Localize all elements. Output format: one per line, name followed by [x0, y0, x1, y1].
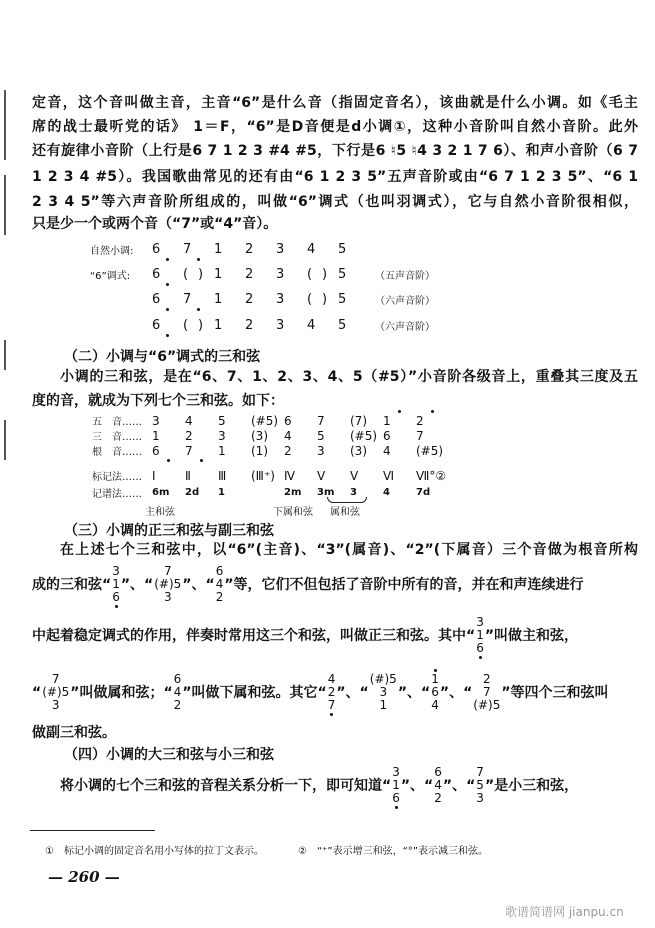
- text-line: [32, 673, 609, 712]
- text-line: 席的战士最听党的话》 1＝F，“6”是D音便是d小调①，这种小音阶叫自然小音阶。此外: [32, 119, 638, 135]
- text: (1): [251, 443, 268, 458]
- text: 1: [214, 291, 223, 307]
- text: 2: [245, 317, 254, 333]
- text: (#)5: [42, 685, 70, 699]
- text: 3: [476, 615, 484, 629]
- text: Ⅴ: [350, 468, 359, 483]
- text-row: [92, 485, 449, 500]
- scan-edge: [4, 340, 6, 370]
- text: 6: [152, 318, 183, 333]
- scale-row: [90, 290, 435, 308]
- chord-stack: [434, 766, 442, 805]
- text: (#5): [251, 413, 279, 428]
- text: ): [198, 266, 204, 282]
- text: 5: [476, 778, 484, 792]
- text: 6: [152, 267, 183, 282]
- text: 记谱法……: [92, 489, 142, 500]
- text-row: [92, 413, 449, 428]
- chord-stack: [174, 673, 182, 712]
- text: ): [322, 291, 328, 307]
- text: Ⅲ: [218, 468, 227, 483]
- text: 6: [152, 444, 185, 458]
- scan-edge: [4, 90, 6, 160]
- text: 中起着稳定调式的作用，伴奏时常用这三个和弦，叫做正三和弦。其中“: [32, 627, 476, 644]
- text: Ⅵ: [383, 468, 395, 483]
- text: ”叫做下属和弦。其它“: [182, 684, 327, 701]
- text: (3): [350, 443, 367, 458]
- chord-stack: [42, 673, 69, 712]
- text: 1: [218, 487, 225, 498]
- chord-stack: [392, 766, 400, 805]
- text: 6: [434, 765, 442, 779]
- text: (#)5: [154, 577, 182, 591]
- text-line: 在上述七个三和弦中，以“6”(主音)、“3”(属音)、“2”(下属音）三个音做为根音所构: [60, 542, 638, 558]
- text: 3: [276, 266, 285, 282]
- text: 3: [51, 698, 60, 712]
- scan-edge: [4, 175, 6, 235]
- text: 1: [431, 672, 439, 686]
- text: （六声音阶）: [375, 295, 435, 307]
- text: 7: [327, 698, 336, 712]
- text: 5: [338, 317, 347, 333]
- text-line: 定音，这个音叫做主音，主音“6”是什么音（指固定音名），该曲就是什么小调。如《毛主: [32, 95, 638, 111]
- text: 4: [327, 672, 336, 686]
- text: ): [322, 266, 328, 282]
- text: 6: [476, 641, 484, 655]
- text: 2: [284, 443, 292, 458]
- section-heading-3: （三）小调的正三和弦与副三和弦: [64, 523, 274, 539]
- text: 5: [338, 266, 347, 282]
- text: 7: [183, 242, 214, 257]
- text: (: [307, 266, 313, 282]
- text: 7: [185, 444, 218, 458]
- text: 4: [307, 241, 316, 257]
- text: 7: [482, 685, 491, 699]
- text: 三 音……: [92, 432, 142, 443]
- scale-row: [90, 316, 435, 334]
- text: 1: [214, 241, 223, 257]
- text: 属和弦: [330, 507, 360, 518]
- text: 1: [476, 628, 484, 642]
- text: 6: [392, 791, 400, 805]
- text: 4: [173, 685, 182, 699]
- text: 6: [383, 428, 391, 443]
- text: “6”调式:: [90, 270, 131, 282]
- text: 3: [276, 241, 285, 257]
- text: ”、“: [400, 777, 434, 794]
- text: 6: [152, 292, 183, 307]
- text-row: [92, 443, 449, 458]
- text: (7): [350, 413, 367, 428]
- text: 7: [183, 292, 214, 307]
- text-line: 还有旋律小音阶（上行是6 7 1 2 3 #4 #5，下行是6 ♮5 ♮4 3 2 1 7 6）、和声小音阶（6 7: [32, 143, 638, 159]
- scale-row: [90, 240, 369, 258]
- text: 3: [317, 443, 325, 458]
- chord-stack: [112, 565, 120, 604]
- text: 3: [276, 291, 285, 307]
- text: 3: [152, 413, 160, 428]
- chord-stack: [473, 673, 500, 712]
- chord-stack: [370, 673, 397, 712]
- text: 6: [112, 590, 120, 604]
- text: 下属和弦: [273, 507, 313, 518]
- text: (#5): [350, 428, 378, 443]
- text-row: [92, 468, 449, 483]
- text: 1: [214, 317, 223, 333]
- text: Ⅶ°②: [416, 468, 447, 483]
- text: 2m: [284, 487, 302, 498]
- text: 2: [416, 414, 449, 428]
- text: 5: [338, 291, 347, 307]
- text: 1: [112, 577, 120, 591]
- text: 成的三和弦“: [32, 576, 112, 593]
- text-line: [60, 766, 578, 805]
- text: 2: [185, 428, 193, 443]
- text: 7: [476, 765, 484, 779]
- text: 7: [163, 564, 172, 578]
- text: 5: [338, 241, 347, 257]
- text: 7: [416, 428, 424, 443]
- text: (3): [251, 428, 268, 443]
- text: 6: [173, 672, 182, 686]
- chord-stack: [476, 616, 484, 655]
- text: 1: [152, 428, 160, 443]
- text: 3: [163, 590, 172, 604]
- text: 4: [307, 317, 316, 333]
- text: ”叫做主和弦，: [484, 627, 579, 644]
- text: 4: [383, 443, 391, 458]
- text: 3: [218, 428, 226, 443]
- chord-stack: [431, 673, 439, 712]
- text: 6m: [152, 487, 170, 498]
- text: 1: [214, 266, 223, 282]
- text: 6: [152, 242, 183, 257]
- text: 7: [317, 413, 325, 428]
- text: ”、“: [182, 576, 215, 593]
- text: (#5): [416, 443, 444, 458]
- text: 3m: [317, 487, 335, 498]
- text: Ⅴ: [317, 468, 326, 483]
- text: 3: [379, 685, 388, 699]
- text: 2: [245, 266, 254, 282]
- text: 3: [392, 765, 400, 779]
- text-line: 小调的三和弦，是在“6、7、1、2、3、4、5（#5）”小音阶各级音上，重叠其三度及五: [60, 369, 638, 385]
- text: 2: [245, 241, 254, 257]
- text: ”等四个三和弦叫: [501, 684, 609, 701]
- text: (: [307, 291, 313, 307]
- text-line: 做副三和弦。: [32, 725, 116, 741]
- text: (: [183, 266, 189, 282]
- page-number: — 260 —: [48, 868, 120, 886]
- text: ”、“: [442, 777, 476, 794]
- text: ”、“: [120, 576, 154, 593]
- text: 3: [276, 317, 285, 333]
- text-line: [32, 565, 584, 604]
- text: 1: [383, 414, 416, 428]
- text: Ⅰ: [152, 468, 156, 483]
- text: 4: [383, 487, 390, 498]
- text: 主和弦: [145, 507, 175, 518]
- text: “: [32, 684, 42, 701]
- chord-stack: [328, 673, 336, 712]
- text: ”、“: [439, 684, 473, 701]
- text: ”是小三和弦，: [484, 777, 579, 794]
- scale-row: [90, 265, 435, 283]
- text-line: 只是少一个或两个音（“7”或“4”音）。: [32, 216, 278, 232]
- text-line: 度的音，就成为下列七个三和弦。如下：: [32, 393, 284, 409]
- text: 自然小调:: [90, 245, 134, 257]
- text: 7: [51, 672, 60, 686]
- chord-stack: [476, 766, 484, 805]
- text: 6: [431, 685, 439, 699]
- text: 4: [215, 577, 224, 591]
- text: 4: [185, 413, 193, 428]
- text: 4: [284, 428, 292, 443]
- text: 2: [482, 672, 491, 686]
- text: 3: [350, 487, 357, 498]
- text: ”叫做属和弦；“: [70, 684, 173, 701]
- text: 2: [434, 791, 442, 805]
- text: 3: [112, 564, 120, 578]
- text: (: [183, 317, 189, 333]
- text: 2: [327, 685, 336, 699]
- text: 6: [284, 413, 292, 428]
- text: 4: [431, 698, 439, 712]
- text: （六声音阶）: [375, 321, 435, 333]
- text: 2: [215, 590, 224, 604]
- text: (#)5: [473, 698, 501, 712]
- text: (#)5: [369, 672, 397, 686]
- text: 6: [215, 564, 224, 578]
- text: 5: [218, 413, 226, 428]
- text: 3: [476, 791, 484, 805]
- text: 2: [173, 698, 182, 712]
- text: 5: [317, 428, 325, 443]
- text: ”等，它们不但包括了音阶中所有的音，并在和声连续进行: [224, 576, 584, 593]
- chord-stack: [216, 565, 224, 604]
- text: 将小调的七个三和弦的音程关系分析一下，即可知道“: [60, 777, 392, 794]
- footnote-1: ① 标记小调的固定音名用小写体的拉丁文表示。: [45, 846, 264, 857]
- text: 五 音……: [92, 417, 142, 428]
- section-heading-4: （四）小调的大三和弦与小三和弦: [64, 747, 274, 763]
- text: ”、“: [397, 684, 431, 701]
- section-heading-2: （二）小调与“6”调式的三和弦: [64, 349, 261, 365]
- text: 1: [392, 778, 400, 792]
- text: ”、“: [336, 684, 369, 701]
- text: 4: [434, 778, 442, 792]
- text: Ⅳ: [284, 468, 296, 483]
- text: 根 音……: [92, 447, 142, 458]
- footnote-rule: [30, 830, 155, 831]
- scan-edge: [4, 420, 6, 460]
- text: 标记法……: [92, 472, 142, 483]
- text-line: [32, 616, 578, 655]
- text: Ⅱ: [185, 468, 191, 483]
- text-row: [92, 428, 449, 443]
- chord-stack: [154, 565, 181, 604]
- text: （五声音阶）: [375, 270, 435, 282]
- text: 1: [218, 443, 226, 458]
- text: (Ⅲ⁺): [251, 468, 275, 483]
- text: 2: [245, 291, 254, 307]
- text-line: 1 2 3 4 #5）。我国歌曲常见的还有由“6 1 2 3 5”五声音阶或由“6 7 1 2 3 5”、“6 1: [32, 169, 638, 185]
- text-line: 2 3 4 5”等六声音阶所组成的，叫做“6”调式（也叫羽调式），它与自然小音阶很相似，: [32, 194, 638, 210]
- text: 7d: [416, 487, 431, 498]
- text: ): [198, 317, 204, 333]
- footnote-2: ② “⁺”表示增三和弦，“°”表示减三和弦。: [298, 846, 488, 857]
- text: 2d: [185, 487, 200, 498]
- watermark: 歌谱简谱网 jianpu.cn: [505, 905, 624, 919]
- text: 1: [379, 698, 388, 712]
